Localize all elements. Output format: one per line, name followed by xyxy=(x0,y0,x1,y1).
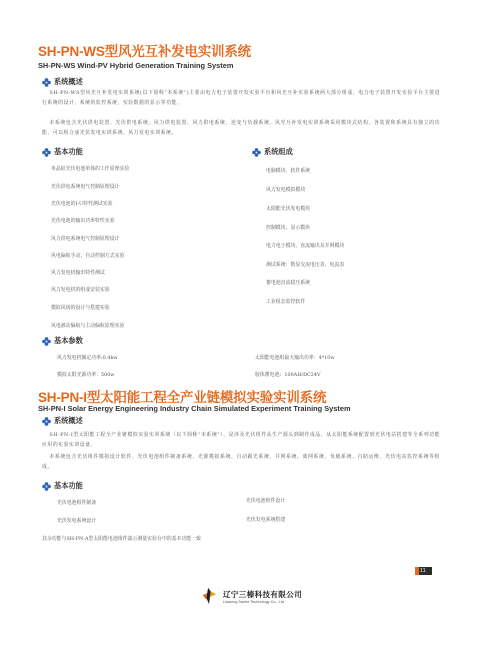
param-item: 太阳能电池组最大输出功率：4*10w xyxy=(255,355,335,361)
heading-label: 系统概述 xyxy=(54,416,83,425)
list-item: 蓄电池直流稳压系统 xyxy=(266,280,311,286)
company-logo-icon xyxy=(200,587,218,605)
section1-title: SH-PN-WS型风光互补发电实训系统 xyxy=(38,44,251,59)
list-item: 光伏供电系统电气控制原理设计 xyxy=(51,184,120,190)
section2-title: SH-PN-I型太阳能工程全产业链模拟实验实训系统 xyxy=(38,390,327,405)
list-item: 风力发电模拟模块 xyxy=(266,187,306,193)
heading-label: 基本功能 xyxy=(54,481,83,490)
section2-overview-p2: 本系统包含光伏组件模拟设计软件、光伏电池组件制备系统、光源模拟系统、自动跟光系统、并网系统、离网系统、负载系统、自助运维、光伏电站监控系统等组成。 xyxy=(42,454,440,470)
param-item: 风力发电机额定功率:0.4kw xyxy=(57,355,118,361)
list-item: 电脑模块、软件系统 xyxy=(266,168,311,174)
section1-subtitle: SH-PN-WS Wind-PV Hybrid Generation Training System xyxy=(38,61,234,70)
company-name-cn: 辽宁三榛科技有限公司 xyxy=(223,589,302,599)
heading-label: 系统组成 xyxy=(264,147,293,156)
section1-composition-heading xyxy=(252,147,293,157)
list-item: 风电被动偏航与主动偏航原理实验 xyxy=(51,323,125,329)
param-item: 胶体蓄电池：100AH/DC24V xyxy=(255,372,321,378)
list-item: 控制模块、显示模块 xyxy=(266,225,311,231)
list-item: 太阳能光伏发电模块 xyxy=(266,206,311,212)
flower-bullet-icon xyxy=(42,337,51,346)
list-item: 工业组态监控软件 xyxy=(266,299,306,305)
page-number: 11 xyxy=(420,568,426,574)
section1-functions-heading xyxy=(42,147,83,157)
extra-note: 其余功能与SH-PN-A型太阳能电池组件演示测量实验台中的基本功能一致 xyxy=(42,536,201,542)
list-item: 风电偏航手动、自动控制方式实验 xyxy=(51,253,125,259)
list-item: 测试系统：数显交流电压表、电流表 xyxy=(266,262,345,268)
list-item: 光伏电池的输出功率特性实验 xyxy=(51,218,115,224)
heading-label: 基本功能 xyxy=(54,147,83,156)
list-item: 电力电子模块、直流输出及并网模块 xyxy=(266,243,345,249)
section2-subtitle: SH-PN-I Solar Energy Engineering Industry Chain Simulated Experiment Training System xyxy=(38,404,351,413)
section2-functions-heading xyxy=(42,481,83,491)
section2-overview-p1: SH-PN-I型太阳能工程全产业链模拟实验实训系统（以下简称“本系统”），是涉及光伏组件从生产源头到制作成品、从太阳能系统配置到光伏电站搭建等全系列功能应用的实验实训设备。 xyxy=(42,432,440,448)
heading-label: 基本参数 xyxy=(54,336,83,345)
section1-overview-p1: SH-PN-WS型风光互补发电实训系统(以下简称“本系统”)主要由电力电子装置开发实验平台和风光互补实验系统两大部分组成，电力电子装置开发实验平台主要进行系统的设计，系统的监控系统，实验数据的显示等功能。 xyxy=(42,90,440,106)
page-tab-accent xyxy=(415,567,419,575)
list-item: 风力供电系统电气控制原理设计 xyxy=(51,236,120,242)
list-item: 光伏电池组件制备 xyxy=(57,500,97,506)
flower-bullet-icon xyxy=(42,148,51,157)
list-item: 光伏电池的I-U特性测试实验 xyxy=(51,201,113,207)
param-item: 模拟太阳光源功率：500w xyxy=(57,372,115,378)
list-item: 风力发电机的组成安装实验 xyxy=(51,287,110,293)
flower-bullet-icon xyxy=(42,78,51,87)
list-item: 单晶硅光伏电池单体的工作原理实验 xyxy=(51,166,130,172)
list-item: 模拟风场的设计与搭建实验 xyxy=(51,305,110,311)
flower-bullet-icon xyxy=(42,417,51,426)
flower-bullet-icon xyxy=(42,482,51,491)
section2-overview-heading xyxy=(42,416,83,426)
page-number-tab xyxy=(415,567,432,575)
flower-bullet-icon xyxy=(252,148,261,157)
section1-params-heading xyxy=(42,336,83,346)
list-item: 风力发电机输出特性测试 xyxy=(51,270,105,276)
list-item: 光伏发电系统搭建 xyxy=(246,517,286,523)
company-name-en: Liaoning Sanhe Technology Co., Ltd xyxy=(223,599,284,604)
list-item: 光伏电池组件设计 xyxy=(246,498,286,504)
heading-label: 系统概述 xyxy=(54,77,83,86)
company-logo xyxy=(200,587,302,605)
list-item: 光伏发电系统设计 xyxy=(57,518,97,524)
section1-overview-heading xyxy=(42,77,83,87)
section1-overview-p2: 本系统包含光伏供电装置、光伏供电系统、风力供电装置、风力供电系统、逆变与负载系统、风光互补发电实训系统采用模块式结构，各装置和系统具有独立的功能，可以组合成光伏发电实训系统、风力发电实训系统。 xyxy=(42,120,440,136)
